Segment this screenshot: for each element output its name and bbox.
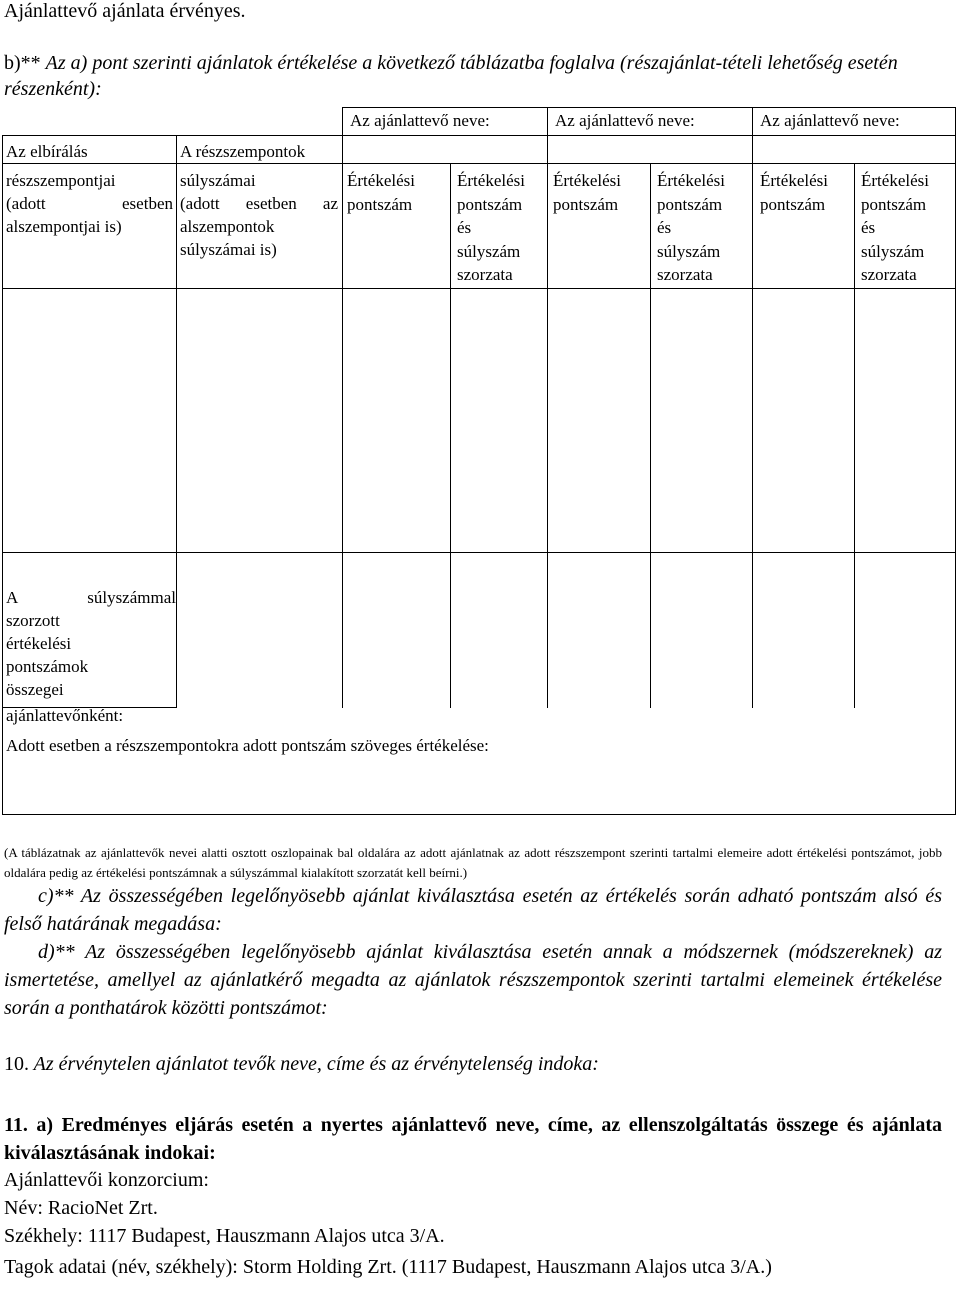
table-col-divider [752, 107, 753, 708]
table-border-bottom [2, 814, 956, 815]
criteria-header-line: részszempontjai [6, 171, 116, 190]
table-border-left [2, 135, 3, 815]
sum-label-line: értékelési [6, 634, 72, 653]
table-border-top [342, 107, 956, 108]
weighted-score-header: Értékelési pontszám és súlyszám szorzata [457, 171, 525, 284]
table-border-right [955, 107, 956, 815]
table-rule [2, 135, 956, 136]
weight-header-line: súlyszámai [180, 171, 256, 190]
table-col-divider [342, 107, 343, 708]
table-col-divider [176, 135, 177, 708]
table-rule [2, 288, 956, 289]
table-col-divider [547, 107, 548, 708]
section-c: c)** Az összességében legelőnyösebb ajánlat kiválasztása esetén az értékelés során adható pontszám alsó és felső határának megadása: [4, 885, 942, 935]
sum-label-line: A súlyszámmal [6, 588, 176, 607]
bidder-name-header: Az ajánlattevő neve: [350, 111, 490, 130]
bidder-name-header: Az ajánlattevő neve: [555, 111, 695, 130]
score-header: Értékelési pontszám [553, 171, 621, 214]
sum-label-line: ajánlattevőnként: [6, 706, 124, 725]
table-note: (A táblázatnak az ajánlattevők nevei alatti osztott oszlopainak bal oldalára az adott ajánlatnak az adott részszempont szerinti tartalmi elemeire adott értékelési pontszámot, jobb oldalára pedig az értékelési pontszámnak a súlyszámmal kialakított szorzatát kell beírni.) [4, 845, 942, 880]
sum-label-line: szorzott [6, 611, 60, 630]
section-10-text: Az érvénytelen ajánlatot tevők neve, címe és az érvénytelenség indoka: [33, 1053, 599, 1075]
weighted-score-header: Értékelési pontszám és súlyszám szorzata [861, 171, 929, 284]
weight-header-line: A részszempontok [180, 142, 306, 161]
weight-header-line: alszempontok [180, 217, 275, 236]
name-line: Név: RacioNet Zrt. [4, 1197, 158, 1219]
table-rule [2, 163, 956, 164]
score-header: Értékelési pontszám [347, 171, 415, 214]
table-subcol-divider [450, 163, 451, 708]
bidder-name-header: Az ajánlattevő neve: [760, 111, 900, 130]
section-b-marker: b)** [4, 52, 41, 74]
section-10 [4, 1053, 599, 1076]
section-b-paragraph [4, 50, 939, 102]
sum-label-line: pontszámok [6, 657, 89, 676]
score-header: Értékelési pontszám [760, 171, 828, 214]
consortium-label: Ajánlattevői konzorcium: [4, 1169, 209, 1191]
table-subcol-divider [650, 163, 651, 708]
section-11: 11. a) Eredményes eljárás esetén a nyertes ajánlattevő neve, címe, az ellenszolgáltatás összege és ajánlata kiválasztásának indokai: [4, 1114, 942, 1164]
members-line: Tagok adatai (név, székhely): Storm Holding Zrt. (1117 Budapest, Hauszmann Alajos utca 3/A.) [4, 1256, 772, 1278]
section-10-number: 10. [4, 1053, 29, 1075]
table-rule [2, 552, 956, 553]
weight-header-line: súlyszámai is) [180, 240, 277, 259]
seat-line: Székhely: 1117 Budapest, Hauszmann Alajos utca 3/A. [4, 1225, 445, 1247]
section-d: d)** Az összességében legelőnyösebb ajánlat kiválasztása esetén annak a módszernek (módszereknek) az ismertetése, amellyel az ajánlatkérő megadta az ajánlatok részszempontok szerinti tartalmi elemeinek értékelése során a ponthatárok közötti pontszámot: [4, 941, 942, 1019]
intro-line: Ajánlattevő ajánlata érvényes. [4, 0, 246, 22]
sum-label-line: összegei [6, 680, 64, 699]
table-subcol-divider [854, 163, 855, 708]
criteria-header-line: alszempontjai is) [6, 217, 122, 236]
weight-header-line: (adott esetben az [180, 194, 338, 213]
section-b-text: Az a) pont szerinti ajánlatok értékelése a következő táblázatba foglalva (részajánlat-tételi lehetőség esetén részenként): [4, 52, 898, 100]
criteria-header-line: Az elbírálás [6, 142, 88, 161]
criteria-header-line: (adott esetben [6, 194, 173, 213]
weighted-score-header: Értékelési pontszám és súlyszám szorzata [657, 171, 725, 284]
textual-evaluation-label: Adott esetben a részszempontokra adott pontszám szöveges értékelése: [6, 736, 489, 755]
